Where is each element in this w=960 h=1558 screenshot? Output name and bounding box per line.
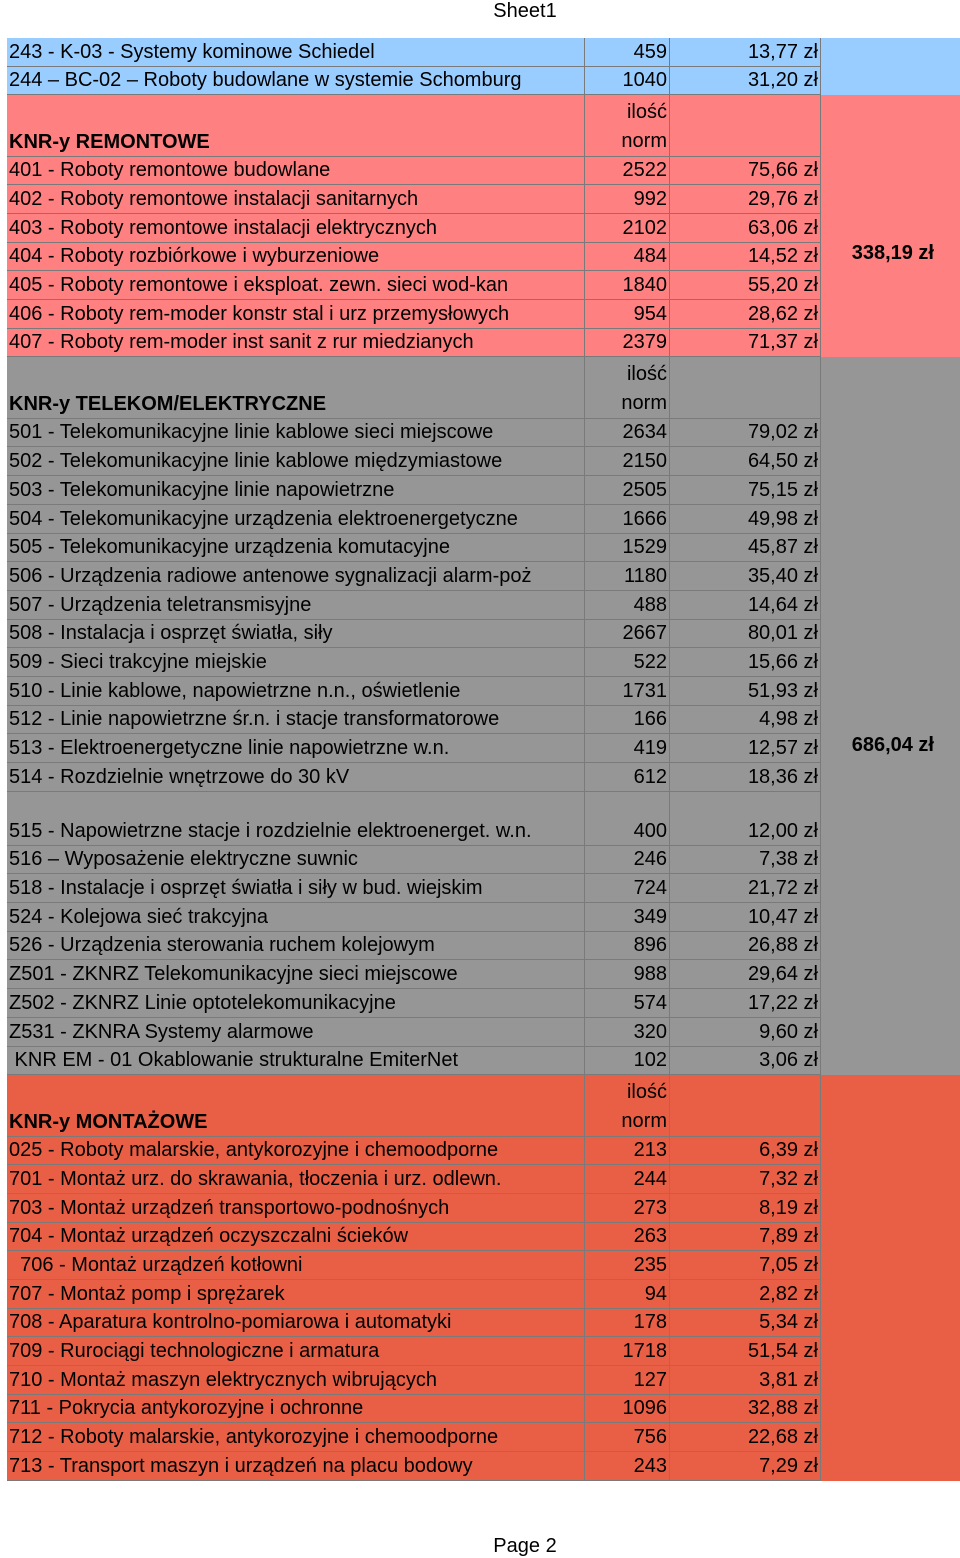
table-row [7, 243, 960, 272]
table-row [7, 157, 960, 186]
item-name: 504 - Telekomunikacyjne urządzenia elektroenergetyczne [7, 505, 585, 534]
table-row [7, 1223, 960, 1252]
total-cell [821, 185, 960, 214]
item-price: 17,22 zł [670, 989, 821, 1018]
total-cell [821, 1194, 960, 1223]
item-price: 64,50 zł [670, 447, 821, 476]
item-qty: 419 [585, 734, 670, 763]
item-price: 3,81 zł [670, 1366, 821, 1395]
table-row [7, 185, 960, 214]
total-cell [821, 300, 960, 329]
total-cell [821, 38, 960, 67]
item-name: 512 - Linie napowietrzne śr.n. i stacje transformatorowe [7, 706, 585, 735]
price-cell [670, 95, 821, 156]
item-price: 35,40 zł [670, 562, 821, 591]
table-row [7, 505, 960, 534]
item-price: 15,66 zł [670, 648, 821, 677]
section-header: KNR-y REMONTOWE [7, 95, 585, 156]
qty-column-header [585, 1075, 670, 1136]
qty-header-line2: norm [621, 391, 667, 414]
total-cell [821, 763, 960, 792]
total-cell [821, 447, 960, 476]
total-cell [821, 1018, 960, 1047]
item-qty: 178 [585, 1309, 670, 1338]
table-row [7, 1395, 960, 1424]
total-cell [821, 1395, 960, 1424]
total-cell [821, 903, 960, 932]
table-row [7, 989, 960, 1018]
item-price: 14,64 zł [670, 591, 821, 620]
total-cell [821, 1337, 960, 1366]
table-row [7, 534, 960, 563]
item-name: 526 - Urządzenia sterowania ruchem kolejowym [7, 932, 585, 961]
item-name: 708 - Aparatura kontrolno-pomiarowa i automatyki [7, 1309, 585, 1338]
table-row [7, 1194, 960, 1223]
item-qty: 166 [585, 706, 670, 735]
item-price: 63,06 zł [670, 214, 821, 243]
item-price: 51,93 zł [670, 677, 821, 706]
table-row [7, 1047, 960, 1076]
item-name: 402 - Roboty remontowe instalacji sanitarnych [7, 185, 585, 214]
table-row [7, 648, 960, 677]
item-qty: 484 [585, 243, 670, 272]
item-qty: 273 [585, 1194, 670, 1223]
item-qty: 522 [585, 648, 670, 677]
table-row [7, 419, 960, 448]
item-name: 509 - Sieci trakcyjne miejskie [7, 648, 585, 677]
section-total: 686,04 zł [851, 734, 934, 756]
item-qty: 992 [585, 185, 670, 214]
item-price: 3,06 zł [670, 1047, 821, 1076]
total-cell [821, 792, 960, 846]
item-name: 243 - K-03 - Systemy kominowe Schiedel [7, 38, 585, 67]
item-name: Z501 - ZKNRZ Telekomunikacyjne sieci miejscowe [7, 960, 585, 989]
item-price: 7,05 zł [670, 1251, 821, 1280]
item-qty: 102 [585, 1047, 670, 1076]
item-qty: 1840 [585, 271, 670, 300]
item-name: 709 - Rurociągi technologiczne i armatura [7, 1337, 585, 1366]
item-name: 406 - Roboty rem-moder konstr stal i urz przemysłowych [7, 300, 585, 329]
qty-column-header [585, 357, 670, 418]
total-cell [821, 1047, 960, 1076]
section-header: KNR-y TELEKOM/ELEKTRYCZNE [7, 357, 585, 418]
item-name: 244 – BC-02 – Roboty budowlane w systemie Schomburg [7, 67, 585, 96]
total-cell [821, 214, 960, 243]
table-row [7, 300, 960, 329]
page-title: Sheet1 [493, 0, 557, 22]
total-cell [821, 591, 960, 620]
item-price: 8,19 zł [670, 1194, 821, 1223]
item-qty: 2379 [585, 329, 670, 358]
item-price: 12,00 zł [670, 792, 821, 846]
item-name: 701 - Montaż urz. do skrawania, tłoczenia i urz. odlewn. [7, 1165, 585, 1194]
item-qty: 954 [585, 300, 670, 329]
item-qty: 213 [585, 1137, 670, 1166]
total-cell [821, 1075, 960, 1136]
item-price: 14,52 zł [670, 243, 821, 272]
item-qty: 1529 [585, 534, 670, 563]
table-row [7, 1366, 960, 1395]
item-price: 7,89 zł [670, 1223, 821, 1252]
item-price: 7,29 zł [670, 1452, 821, 1481]
item-name: 707 - Montaż pomp i sprężarek [7, 1280, 585, 1309]
total-cell [821, 271, 960, 300]
item-price: 31,20 zł [670, 67, 821, 96]
item-price: 79,02 zł [670, 419, 821, 448]
item-price: 18,36 zł [670, 763, 821, 792]
item-qty: 1096 [585, 1395, 670, 1424]
item-name: 510 - Linie kablowe, napowietrzne n.n., oświetlenie [7, 677, 585, 706]
item-qty: 2634 [585, 419, 670, 448]
total-cell [821, 648, 960, 677]
table-row [7, 562, 960, 591]
item-name: Z531 - ZKNRA Systemy alarmowe [7, 1018, 585, 1047]
price-cell [670, 357, 821, 418]
item-price: 28,62 zł [670, 300, 821, 329]
item-price: 29,76 zł [670, 185, 821, 214]
item-qty: 574 [585, 989, 670, 1018]
item-price: 9,60 zł [670, 1018, 821, 1047]
item-qty: 756 [585, 1423, 670, 1452]
item-name: 710 - Montaż maszyn elektrycznych wibrujących [7, 1366, 585, 1395]
table-row [7, 1337, 960, 1366]
item-qty: 2150 [585, 447, 670, 476]
item-qty: 988 [585, 960, 670, 989]
table-row [7, 1165, 960, 1194]
total-cell [821, 960, 960, 989]
item-name: 508 - Instalacja i osprzęt światła, siły [7, 620, 585, 649]
item-name: 712 - Roboty malarskie, antykorozyjne i chemoodporne [7, 1423, 585, 1452]
item-price: 49,98 zł [670, 505, 821, 534]
table-row [7, 706, 960, 735]
item-price: 13,77 zł [670, 38, 821, 67]
total-cell [821, 1280, 960, 1309]
item-price: 29,64 zł [670, 960, 821, 989]
table-row [7, 214, 960, 243]
item-qty: 612 [585, 763, 670, 792]
total-cell [821, 419, 960, 448]
table-row [7, 1018, 960, 1047]
item-qty: 1180 [585, 562, 670, 591]
table-row [7, 960, 960, 989]
item-qty: 235 [585, 1251, 670, 1280]
item-name: 404 - Roboty rozbiórkowe i wyburzeniowe [7, 243, 585, 272]
item-price: 5,34 zł [670, 1309, 821, 1338]
item-qty: 896 [585, 932, 670, 961]
item-price: 45,87 zł [670, 534, 821, 563]
item-qty: 1040 [585, 67, 670, 96]
table-row [7, 620, 960, 649]
item-qty: 246 [585, 846, 670, 875]
qty-header-line2: norm [621, 1109, 667, 1132]
item-price: 10,47 zł [670, 903, 821, 932]
item-price: 75,15 zł [670, 476, 821, 505]
table-row [7, 1137, 960, 1166]
section-total: 338,19 zł [851, 242, 934, 264]
total-cell [821, 1223, 960, 1252]
table-row [7, 271, 960, 300]
total-cell [821, 562, 960, 591]
section-header-row [7, 1075, 960, 1136]
table-row [7, 763, 960, 792]
total-cell [821, 476, 960, 505]
total-cell [821, 1309, 960, 1338]
total-cell [821, 505, 960, 534]
item-price: 12,57 zł [670, 734, 821, 763]
total-cell [821, 1137, 960, 1166]
item-qty: 243 [585, 1452, 670, 1481]
item-name: 506 - Urządzenia radiowe antenowe sygnalizacji alarm-poż [7, 562, 585, 591]
total-cell [821, 1251, 960, 1280]
item-qty: 320 [585, 1018, 670, 1047]
item-price: 55,20 zł [670, 271, 821, 300]
qty-column-header [585, 95, 670, 156]
table-row [7, 792, 960, 846]
item-name: KNR EM - 01 Okablowanie strukturalne EmiterNet [7, 1047, 585, 1076]
item-name: 513 - Elektroenergetyczne linie napowietrzne w.n. [7, 734, 585, 763]
table-row [7, 734, 960, 763]
total-cell [821, 329, 960, 358]
qty-header-line1: ilość [626, 100, 667, 123]
item-qty: 400 [585, 792, 670, 846]
item-name: 711 - Pokrycia antykorozyjne i ochronne [7, 1395, 585, 1424]
item-name: 704 - Montaż urządzeń oczyszczalni ścieków [7, 1223, 585, 1252]
item-price: 6,39 zł [670, 1137, 821, 1166]
table-row [7, 591, 960, 620]
table-row [7, 846, 960, 875]
table-row [7, 903, 960, 932]
table-row [7, 932, 960, 961]
table-row [7, 1280, 960, 1309]
item-qty: 724 [585, 874, 670, 903]
item-name: 524 - Kolejowa sieć trakcyjna [7, 903, 585, 932]
price-cell [670, 1075, 821, 1136]
total-cell [821, 1366, 960, 1395]
table-row [7, 476, 960, 505]
item-price: 51,54 zł [670, 1337, 821, 1366]
table-row [7, 874, 960, 903]
total-cell [821, 846, 960, 875]
item-name: 713 - Transport maszyn i urządzeń na placu bodowy [7, 1452, 585, 1481]
item-name: 507 - Urządzenia teletransmisyjne [7, 591, 585, 620]
item-price: 7,38 zł [670, 846, 821, 875]
qty-header-line2: norm [621, 129, 667, 152]
item-name: 502 - Telekomunikacyjne linie kablowe międzymiastowe [7, 447, 585, 476]
qty-header-line1: ilość [626, 362, 667, 385]
item-qty: 263 [585, 1223, 670, 1252]
item-qty: 244 [585, 1165, 670, 1194]
item-name: 515 - Napowietrzne stacje i rozdzielnie elektroenerget. w.n. [7, 792, 585, 846]
item-name: 025 - Roboty malarskie, antykorozyjne i chemoodporne [7, 1137, 585, 1166]
item-name: 503 - Telekomunikacyjne linie napowietrzne [7, 476, 585, 505]
item-name: 518 - Instalacje i osprzęt światła i siły w bud. wiejskim [7, 874, 585, 903]
item-price: 26,88 zł [670, 932, 821, 961]
page-footer: Page 2 [493, 1535, 557, 1557]
item-name: 403 - Roboty remontowe instalacji elektrycznych [7, 214, 585, 243]
item-qty: 459 [585, 38, 670, 67]
total-cell [821, 932, 960, 961]
item-name: 706 - Montaż urządzeń kotłowni [7, 1251, 585, 1280]
table-row [7, 1251, 960, 1280]
item-name: Z502 - ZKNRZ Linie optotelekomunikacyjne [7, 989, 585, 1018]
table-row [7, 677, 960, 706]
table-row [7, 1423, 960, 1452]
item-price: 4,98 zł [670, 706, 821, 735]
total-cell [821, 989, 960, 1018]
table-row [7, 38, 960, 67]
item-price: 22,68 zł [670, 1423, 821, 1452]
total-cell [821, 67, 960, 96]
item-price: 7,32 zł [670, 1165, 821, 1194]
item-price: 75,66 zł [670, 157, 821, 186]
item-qty: 349 [585, 903, 670, 932]
item-qty: 2522 [585, 157, 670, 186]
total-cell [821, 95, 960, 156]
total-cell [821, 874, 960, 903]
section-header: KNR-y MONTAŻOWE [7, 1075, 585, 1136]
table-row [7, 329, 960, 358]
section-header-row [7, 95, 960, 156]
total-cell [821, 534, 960, 563]
item-name: 516 – Wyposażenie elektryczne suwnic [7, 846, 585, 875]
table-row [7, 67, 960, 96]
item-qty: 2667 [585, 620, 670, 649]
item-price: 2,82 zł [670, 1280, 821, 1309]
item-name: 501 - Telekomunikacyjne linie kablowe sieci miejscowe [7, 419, 585, 448]
item-name: 407 - Roboty rem-moder inst sanit z rur miedzianych [7, 329, 585, 358]
total-cell [821, 1165, 960, 1194]
item-price: 32,88 zł [670, 1395, 821, 1424]
table-row [7, 447, 960, 476]
item-price: 71,37 zł [670, 329, 821, 358]
item-qty: 1718 [585, 1337, 670, 1366]
item-name: 505 - Telekomunikacyjne urządzenia komutacyjne [7, 534, 585, 563]
total-cell [821, 1452, 960, 1481]
item-qty: 1666 [585, 505, 670, 534]
item-name: 514 - Rozdzielnie wnętrzowe do 30 kV [7, 763, 585, 792]
price-table [7, 38, 960, 1481]
table-row [7, 1309, 960, 1338]
table-row [7, 1452, 960, 1481]
total-cell [821, 677, 960, 706]
item-qty: 94 [585, 1280, 670, 1309]
item-name: 405 - Roboty remontowe i eksploat. zewn. sieci wod-kan [7, 271, 585, 300]
item-price: 80,01 zł [670, 620, 821, 649]
item-name: 703 - Montaż urządzeń transportowo-podnośnych [7, 1194, 585, 1223]
item-qty: 1731 [585, 677, 670, 706]
item-price: 21,72 zł [670, 874, 821, 903]
item-qty: 2505 [585, 476, 670, 505]
total-cell [821, 620, 960, 649]
total-cell [821, 1423, 960, 1452]
item-qty: 488 [585, 591, 670, 620]
total-cell [821, 706, 960, 735]
qty-header-line1: ilość [626, 1080, 667, 1103]
section-header-row [7, 357, 960, 418]
total-cell [821, 157, 960, 186]
total-cell [821, 357, 960, 418]
item-qty: 2102 [585, 214, 670, 243]
item-name: 401 - Roboty remontowe budowlane [7, 157, 585, 186]
item-qty: 127 [585, 1366, 670, 1395]
